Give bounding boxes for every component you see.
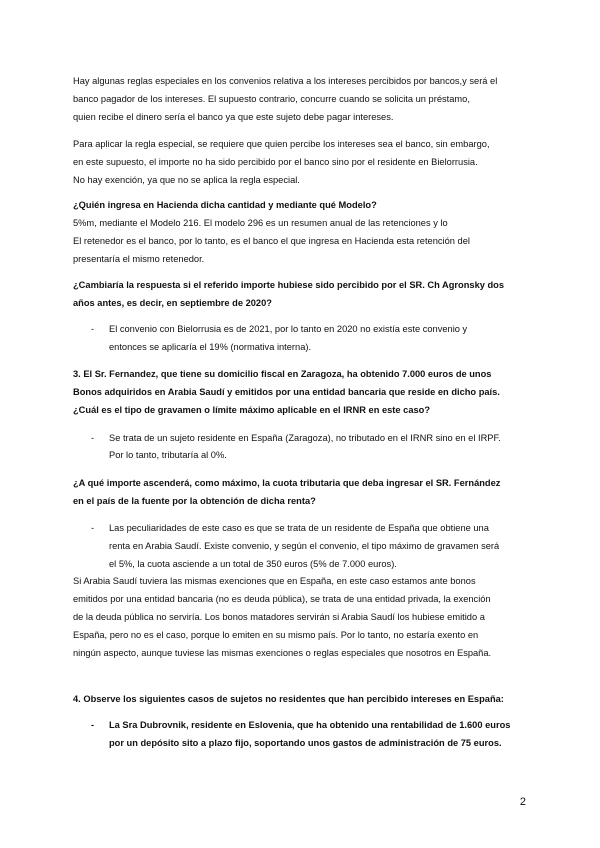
bullet-text: Por lo tanto, tributaría al 0%.	[109, 450, 227, 460]
question-heading: ¿Cambiaría la respuesta si el referido importe hubiese sido percibido por el SR. Ch Agronsky dos	[73, 280, 505, 290]
bullet-text: La Sra Dubrovnik, residente en Eslovenia, que ha obtenido una rentabilidad de 1.600 euros	[109, 720, 511, 730]
paragraph-line: 5%m, mediante el Modelo 216. El modelo 296 es un resumen anual de las retenciones y lo	[73, 218, 448, 228]
page-number: 2	[519, 796, 526, 808]
paragraph-line: El retenedor es el banco, por lo tanto, es el banco el que ingresa en Hacienda esta retención del	[73, 236, 470, 246]
bullet-text: el 5%, la cuota asciende a un total de 350 euros (5% de 7.000 euros).	[109, 559, 397, 569]
paragraph-line: en este supuesto, el importe no ha sido percibido por el banco sino por el residente en Bielorrusia.	[73, 157, 478, 167]
paragraph-line: Si Arabia Saudí tuviera las mismas exenciones que en España, en este caso estamos ante bonos	[73, 576, 476, 586]
bullet-dash: -	[91, 720, 95, 730]
bullet-dash: -	[91, 433, 95, 443]
paragraph-line: ningún aspecto, aunque tuviese las mismas exenciones o reglas especiales que nosotros en España.	[73, 648, 492, 658]
paragraph-line: Para aplicar la regla especial, se requiere que quien percibe los intereses sea el banco, sin embargo,	[73, 139, 490, 149]
section-heading: 4. Observe los siguientes casos de sujetos no residentes que han percibido intereses en España:	[73, 694, 504, 704]
question-heading: ¿A qué importe ascenderá, como máximo, la cuota tributaria que deba ingresar el SR. Fernández	[73, 478, 501, 488]
paragraph-line: España, pero no es el caso, porque lo emiten en su mismo país. Por lo tanto, no estaría exento en	[73, 630, 479, 640]
bullet-dash: -	[91, 523, 95, 533]
paragraph-line: presentaría el mismo retenedor.	[73, 254, 205, 264]
section-heading: ¿Cuál es el tipo de gravamen o límite máximo aplicable en el IRNR en este caso?	[73, 405, 431, 415]
bullet-text: Se trata de un sujeto residente en España (Zaragoza), no tributado en el IRNR sino en el IRPF.	[109, 433, 501, 443]
paragraph-line: de la deuda pública no serviría. Los bonos matadores servirán si Arabia Saudí los hubiese emitido a	[73, 612, 485, 622]
question-heading: años antes, es decir, en septiembre de 2020?	[73, 298, 272, 308]
paragraph-line: emitidos por una entidad bancaria (no es deuda pública), se trata de una entidad privada, la exención	[73, 594, 491, 604]
bullet-text: Las peculiaridades de este caso es que se trata de un residente de España que obtiene una	[109, 523, 489, 533]
bullet-dash: -	[91, 324, 95, 334]
paragraph-line: Hay algunas reglas especiales en los convenios relativa a los intereses percibidos por bancos,y será el	[73, 76, 498, 86]
bullet-text: entonces se aplicaría el 19% (normativa interna).	[109, 342, 312, 352]
bullet-text: El convenio con Bielorrusia es de 2021, por lo tanto en 2020 no existía este convenio y	[109, 324, 468, 334]
section-heading: Bonos adquiridos en Arabia Saudí y emitidos por una entidad bancaria que reside en dicho país.	[73, 387, 500, 397]
question-heading: en el país de la fuente por la obtención de dicha renta?	[73, 496, 316, 506]
paragraph-line: quien recibe el dinero sería el banco ya que este sujeto debe pagar intereses.	[73, 112, 394, 122]
question-heading: ¿Quién ingresa en Hacienda dicha cantidad y mediante qué Modelo?	[73, 200, 377, 210]
section-heading: 3. El Sr. Fernandez, que tiene su domicilio fiscal en Zaragoza, ha obtenido 7.000 euros de unos	[73, 369, 492, 379]
bullet-text: renta en Arabia Saudí. Existe convenio, y según el convenio, el tipo máximo de gravamen será	[109, 541, 500, 551]
bullet-text: por un depósito sito a plazo fijo, soportando unos gastos de administración de 75 euros.	[109, 738, 502, 748]
paragraph-line: No hay exención, ya que no se aplica la regla especial.	[73, 175, 300, 185]
paragraph-line: banco pagador de los intereses. El supuesto contrario, concurre cuando se solicita un préstamo,	[73, 94, 470, 104]
